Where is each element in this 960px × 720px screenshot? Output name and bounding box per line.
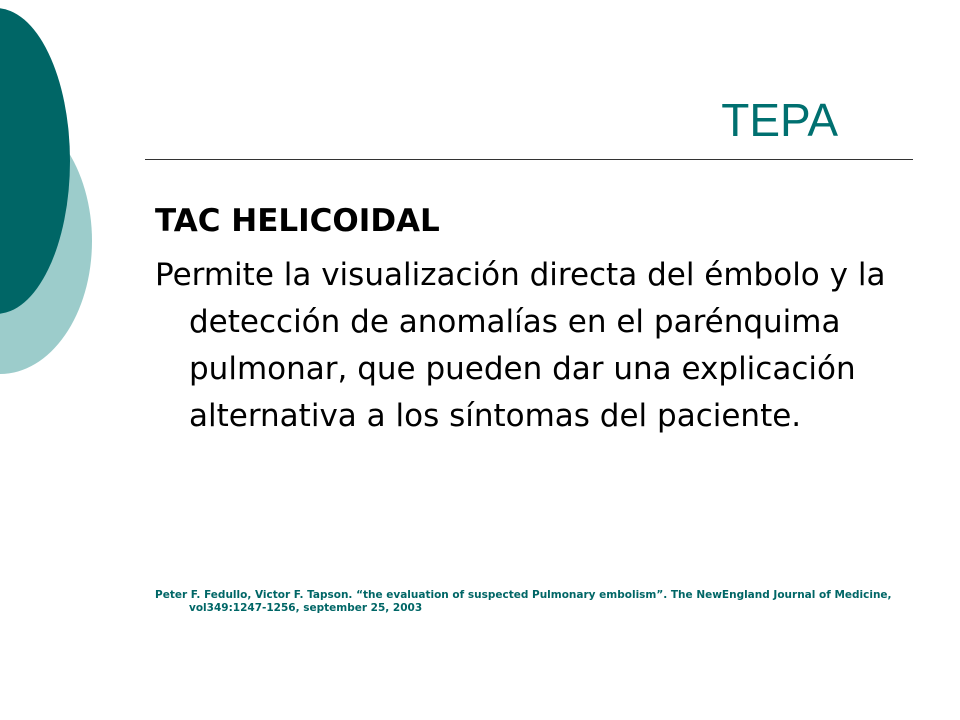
title-divider (145, 159, 913, 160)
slide-title: TEPA (721, 94, 838, 146)
citation-reference: Peter F. Fedullo, Victor F. Tapson. “the evaluation of suspected Pulmonary embolism”. The NewEngland Journal of Medicine, vol349:1247-1256, september 25, 2003 (155, 589, 892, 614)
body-paragraph: Permite la visualización directa del émbolo y la detección de anomalías en el parénquima pulmonar, que pueden dar una explicación alternativa a los síntomas del paciente. (155, 257, 886, 434)
slide-subtitle: TAC HELICOIDAL (155, 203, 440, 239)
